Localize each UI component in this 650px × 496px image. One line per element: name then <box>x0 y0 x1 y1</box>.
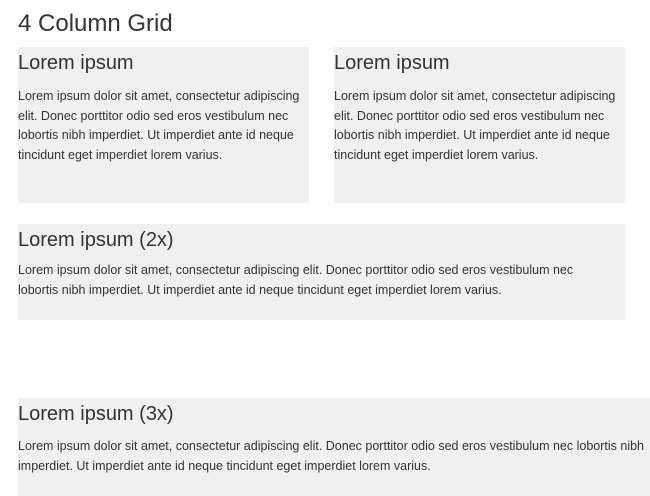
grid-cell-3x <box>18 398 650 496</box>
cell-heading: Lorem ipsum <box>334 52 450 74</box>
page-title: 4 Column Grid <box>18 10 173 37</box>
cell-heading: Lorem ipsum (2x) <box>18 229 174 251</box>
grid-cell-2 <box>334 47 625 203</box>
grid-cell-2x <box>18 224 625 320</box>
cell-body: Lorem ipsum dolor sit amet, consectetur adipiscing elit. Donec porttitor odio sed eros vestibulum nec lobortis nibh imperdiet. Ut imperdiet ante id neque tincidunt eget imperdiet lorem varius. <box>18 439 645 473</box>
cell-body: Lorem ipsum dolor sit amet, consectetur adipiscing elit. Donec porttitor odio sed eros vestibulum nec lobortis nibh imperdiet. Ut imperdiet ante id neque tincidunt eget imperdiet lorem varius. <box>334 89 616 162</box>
cell-body: Lorem ipsum dolor sit amet, consectetur adipiscing elit. Donec porttitor odio sed eros vestibulum nec lobortis nibh imperdiet. Ut imperdiet ante id neque tincidunt eget imperdiet lorem varius. <box>18 89 300 162</box>
cell-heading: Lorem ipsum (3x) <box>18 403 174 425</box>
cell-heading: Lorem ipsum <box>18 52 134 74</box>
grid-cell-1 <box>18 47 309 203</box>
cell-body: Lorem ipsum dolor sit amet, consectetur adipiscing elit. Donec porttitor odio sed eros vestibulum nec lobortis nibh imperdiet. Ut imperdiet ante id neque tincidunt eget imperdiet lorem varius. <box>18 263 574 297</box>
